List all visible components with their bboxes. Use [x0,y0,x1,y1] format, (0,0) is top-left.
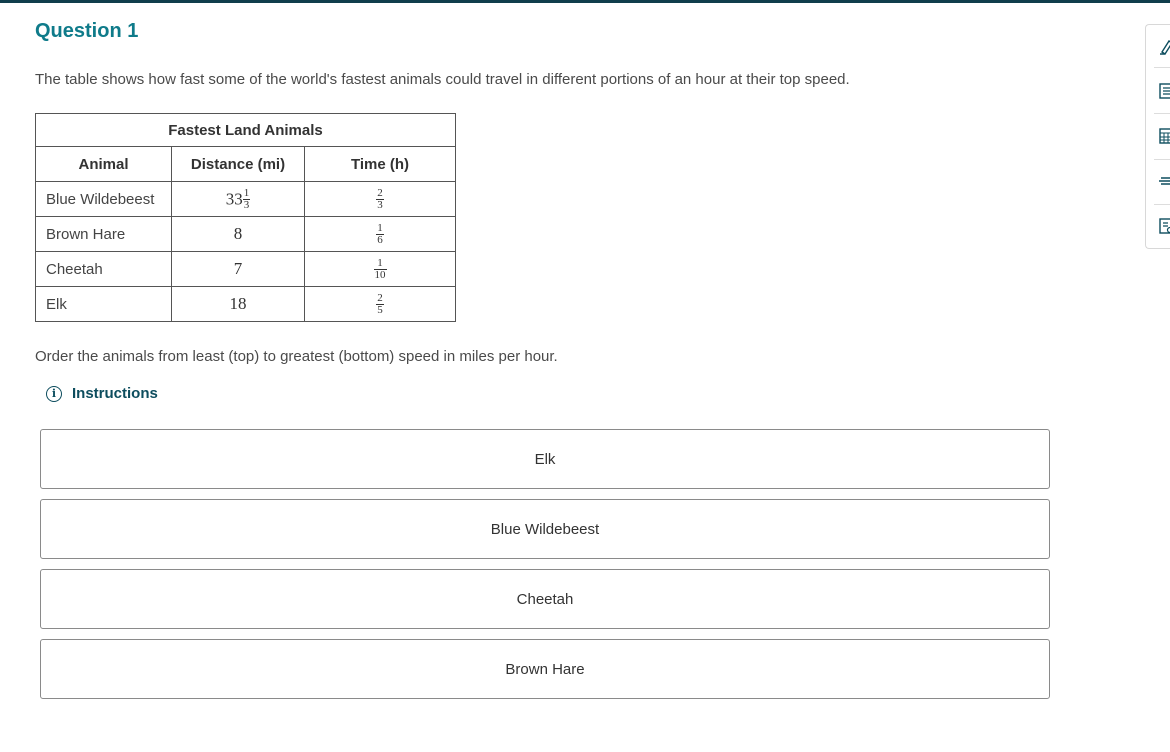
table-row [36,252,456,287]
notes-icon[interactable] [1156,81,1170,101]
time-fraction [376,188,384,211]
order-item-1[interactable]: Elk [40,429,1050,489]
top-bar [0,0,1170,3]
distance-cell: 7 [172,252,305,287]
instructions-toggle[interactable] [46,385,158,402]
numerator: 1 [377,221,383,234]
distance-whole: 33 [225,189,243,208]
denominator: 5 [377,303,383,316]
numerator: 1 [377,256,383,269]
distance-fraction [243,188,251,211]
line-reader-icon[interactable] [1156,171,1170,191]
order-item-4[interactable]: Brown Hare [40,639,1050,699]
distance-cell [172,182,305,217]
time-cell [305,217,456,252]
info-icon: i [46,386,62,402]
question-prompt: The table shows how fast some of the world's fastest animals could travel in different portions of an hour at their top speed. [35,71,850,88]
side-toolbar [1145,24,1170,249]
time-fraction [376,223,384,246]
order-item-3[interactable]: Cheetah [40,569,1050,629]
column-header-animal: Animal [36,147,172,182]
table-row [36,287,456,322]
denominator: 6 [377,233,383,246]
order-prompt: Order the animals from least (top) to greatest (bottom) speed in miles per hour. [35,348,558,365]
distance-cell: 8 [172,217,305,252]
time-cell [305,252,456,287]
denominator: 3 [243,198,250,211]
reference-sheet-icon[interactable] [1156,216,1170,236]
time-cell [305,182,456,217]
time-fraction [376,293,384,316]
column-header-distance: Distance (mi) [172,147,305,182]
animal-cell: Brown Hare [36,217,172,252]
order-item-2[interactable]: Blue Wildebeest [40,499,1050,559]
table-row [36,217,456,252]
time-cell [305,287,456,322]
time-fraction [374,258,387,281]
data-table [35,113,456,322]
instructions-label: Instructions [72,385,158,402]
denominator: 10 [374,268,386,281]
numerator: 2 [377,186,383,199]
numerator: 1 [243,186,250,199]
distance-cell: 18 [172,287,305,322]
numerator: 2 [377,291,383,304]
table-caption: Fastest Land Animals [36,114,456,147]
animal-cell: Blue Wildebeest [36,182,172,217]
column-header-time: Time (h) [305,147,456,182]
highlighter-icon[interactable] [1156,37,1170,57]
calculator-icon[interactable] [1156,126,1170,146]
question-title: Question 1 [35,20,139,42]
table-row [36,182,456,217]
animal-cell: Elk [36,287,172,322]
denominator: 3 [377,198,383,211]
animal-cell: Cheetah [36,252,172,287]
